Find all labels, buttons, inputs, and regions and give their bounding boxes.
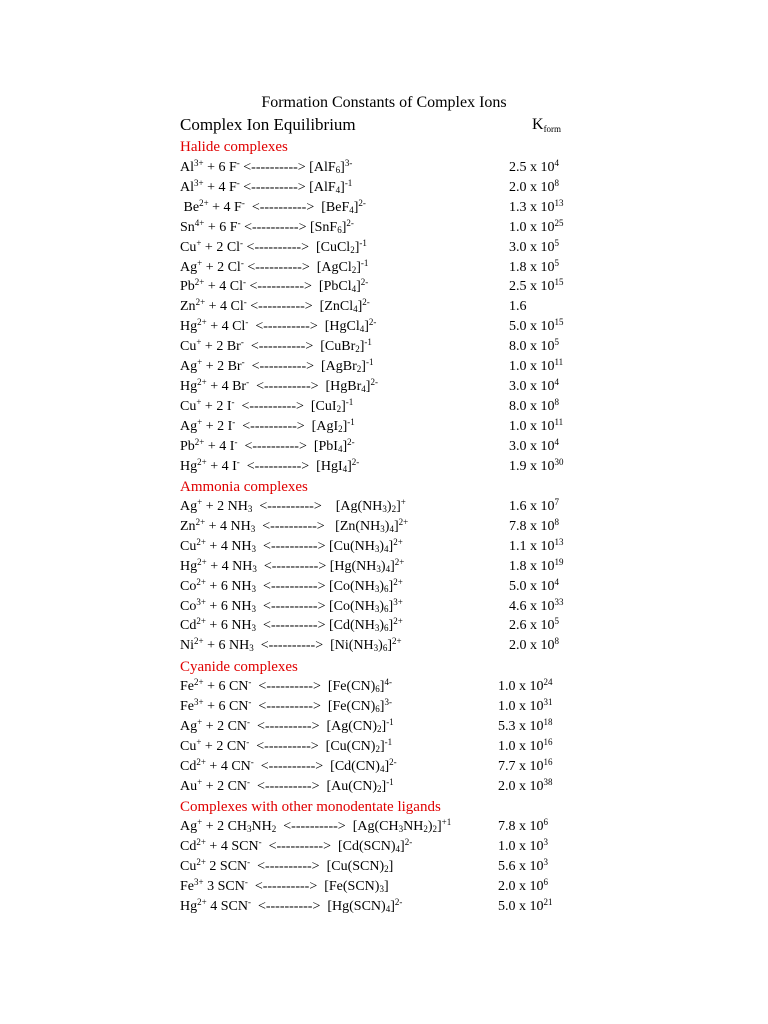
- equilibrium-equation: Ag+ + 2 $CH_3NH_2$ <----------> $[Ag(CH_3NH_2)_2]^{+1}$: [180, 817, 452, 834]
- equilibrium-equation: $Pb^{2+} + 4$ Cl- <----------> [PbCl$_4$]$^{2-}$: [180, 277, 369, 295]
- formation-constant-value: 2.0 x $10^8$: [509, 636, 559, 654]
- equilibrium-equation: $Hg^{2+} + 4$ Br- <----------> [HgBr$_4$]$^{2-}$: [180, 376, 378, 394]
- formation-constant-value: 2.0 x $10^{38}$: [498, 776, 553, 794]
- equilibrium-equation: $Hg^{2+} + 4$ I- <----------> $[HgI_4]^{2-}$: [180, 456, 360, 474]
- formation-constant-value: 4.6 x $10^{33}$: [509, 596, 564, 614]
- formation-constant-value: 1.6: [509, 299, 527, 315]
- equilibrium-equation: Au+ + 2 CN- <----------> $[Au(CN)_2]^{-1}$: [180, 776, 394, 794]
- section-heading: Cyanide complexes: [180, 659, 298, 675]
- equilibrium-equation: $Fe^{3+} + 6$ CN- <----------> $[Fe(CN)_6]^{3-}$: [180, 696, 392, 714]
- equilibrium-equation: $Cu^{2+} + 4$ $NH_3$ <----------> $[Cu(NH_3)_4]^{2+}$: [180, 536, 403, 554]
- formation-constant-value: 5.0 x $10^4$: [509, 576, 559, 594]
- formation-constant-value: 7.7 x $10^{16}$: [498, 756, 553, 774]
- equilibrium-equation: $Cd^{2+} + 6$ $NH_3$ <----------> $[Cd(NH_3)_6]^{2+}$: [180, 616, 403, 634]
- equilibrium-equation: $Cd^{2+} + 4$ SCN- <----------> $[Cd(SCN)_4]^{2-}$: [180, 836, 413, 854]
- equilibrium-equation: Ag+ + 2 CN- <----------> $[Ag(CN)_2]^{-1}$: [180, 716, 394, 734]
- equilibrium-equation: $Hg^{2+} + 4$ Cl- <----------> [HgCl$_4$]$^{2-}$: [180, 317, 377, 335]
- section-heading: Complexes with other monodentate ligands: [180, 799, 441, 815]
- equilibrium-equation: $Be^{2+} + 4$ F- <----------> $[BeF_4]^{2-}$: [180, 197, 366, 215]
- formation-constant-value: 3.0 x $10^4$: [509, 376, 559, 394]
- formation-constant-value: 8.0 x $10^8$: [509, 396, 559, 414]
- equilibrium-equation: $Fe^{2+} + 6$ CN- <----------> $[Fe(CN)_6]^{4-}$: [180, 677, 392, 694]
- formation-constant-value: 1.0 x $10^{11}$: [509, 416, 564, 434]
- equilibrium-equation: $Al^{3+} + 6$ F- <----------> $[AlF_6]^{3-}$: [180, 158, 353, 175]
- equilibrium-equation: Ag+ + 2 Cl- <----------> [AgCl$_2$]$^{-1}$: [180, 257, 369, 275]
- equilibrium-equation: $Co^{2+} + 6$ $NH_3$ <----------> $[Co(NH_3)_6]^{2+}$: [180, 576, 403, 594]
- formation-constant-value: 3.0 x $10^5$: [509, 237, 559, 255]
- formation-constant-value: 1.1 x $10^{13}$: [509, 536, 564, 554]
- formation-constant-value: 1.0 x $10^{16}$: [498, 736, 553, 754]
- formation-constant-value: 1.0 x $10^{11}$: [509, 357, 564, 374]
- formation-constant-value: 7.8 x $10^6$: [498, 817, 548, 834]
- formation-constant-value: 2.0 x $10^8$: [509, 177, 559, 195]
- equilibrium-equation: $Cu^{2+}$ 2 SCN- <----------> $[Cu(SCN)_2]$: [180, 856, 394, 874]
- equilibrium-equation: Ag+ + 2 $NH_3$ <----------> $[Ag(NH_3)_2]^+$: [180, 497, 406, 514]
- formation-constant-value: 1.8 x $10^{19}$: [509, 556, 564, 574]
- equilibrium-equation: $Pb^{2+} + 4$ I- <----------> $[PbI_4]^{2-}$: [180, 436, 355, 454]
- equilibrium-equation: Cu+ + 2 Cl- <----------> [CuCl$_2$]$^{-1}$: [180, 237, 367, 255]
- formation-constant-value: 1.3 x $10^{13}$: [509, 197, 564, 215]
- equilibrium-equation: $Hg^{2+}$ 4 SCN- <----------> $[Hg(SCN)_4]^{2-}$: [180, 896, 403, 914]
- formation-constant-value: 2.5 x $10^4$: [509, 158, 559, 175]
- column-header-equilibrium: Complex Ion Equilibrium: [180, 115, 356, 134]
- section-heading: Halide complexes: [180, 139, 288, 155]
- equilibrium-equation: $Hg^{2+} + 4$ $NH_3$ <----------> $[Hg(NH_3)_4]^{2+}$: [180, 556, 405, 574]
- formation-constant-value: 1.9 x $10^{30}$: [509, 456, 564, 474]
- formation-constant-value: 5.0 x $10^{21}$: [498, 896, 553, 914]
- formation-constant-value: 1.0 x $10^{24}$: [498, 677, 553, 694]
- equilibrium-equation: $Co^{3+} + 6$ $NH_3$ <----------> $[Co(NH_3)_6]^{3+}$: [180, 596, 403, 614]
- formation-constant-value: 7.8 x $10^8$: [509, 516, 559, 534]
- formation-constant-value: 2.5 x $10^{15}$: [509, 277, 564, 295]
- page-title: Formation Constants of Complex Ions: [261, 94, 507, 111]
- formation-constant-value: 1.0 x $10^3$: [498, 836, 548, 854]
- formation-constant-value: 1.0 x $10^{31}$: [498, 696, 553, 714]
- formation-constant-value: 1.8 x $10^5$: [509, 257, 559, 275]
- equilibrium-equation: Cu+ + 2 CN- <----------> $[Cu(CN)_2]^{-1}$: [180, 736, 393, 754]
- formation-constant-value: 5.6 x $10^3$: [498, 856, 548, 874]
- equilibrium-equation: Cu+ + 2 Br- <----------> [CuBr$_2$]$^{-1}$: [180, 337, 372, 355]
- equilibrium-equation: $Ni^{2+} + 6$ $NH_3$ <----------> $[Ni(NH_3)_6]^{2+}$: [180, 636, 402, 654]
- kform-symbol: K: [532, 116, 544, 133]
- formation-constant-value: 5.3 x $10^{18}$: [498, 716, 553, 734]
- formation-constant-value: 2.6 x $10^5$: [509, 616, 559, 634]
- formation-constant-value: 2.0 x $10^6$: [498, 876, 548, 894]
- kform-subscript: form: [543, 124, 562, 134]
- formation-constant-value: 8.0 x $10^5$: [509, 337, 559, 355]
- equilibrium-equation: $Sn^{4+} + 6$ F- <----------> $[SnF_6]^{2-}$: [180, 217, 354, 235]
- equilibrium-equation: Ag+ + 2 I- <----------> $[AgI_2]^{-1}$: [180, 416, 355, 434]
- column-header-kform: [532, 115, 561, 135]
- equilibrium-equation: Ag+ + 2 Br- <----------> [AgBr$_2$]$^{-1}$: [180, 357, 374, 374]
- formation-constant-value: 1.0 x $10^{25}$: [509, 217, 564, 235]
- section-heading: Ammonia complexes: [180, 479, 308, 495]
- equilibrium-equation: $Zn^{2+} + 4$ $NH_3$ <----------> $[Zn(NH_3)_4]^{2+}$: [180, 516, 409, 534]
- formation-constant-value: 5.0 x $10^{15}$: [509, 317, 564, 335]
- equilibrium-equation: Cu+ + 2 I- <----------> $[CuI_2]^{-1}$: [180, 396, 354, 414]
- equilibrium-equation: $Cd^{2+} + 4$ CN- <----------> $[Cd(CN)_4]^{2-}$: [180, 756, 397, 774]
- equilibrium-equation: $Zn^{2+} + 4$ Cl- <----------> [ZnCl$_4$]$^{2-}$: [180, 297, 370, 315]
- equilibrium-equation: $Fe^{3+}$ 3 SCN- <----------> $[Fe(SCN)_3]$: [180, 876, 389, 894]
- formation-constant-value: 3.0 x $10^4$: [509, 436, 559, 454]
- equilibrium-equation: $Al^{3+} + 4$ F- <----------> $[AlF_4]^{-1}$: [180, 177, 353, 195]
- formation-constant-value: 1.6 x $10^7$: [509, 497, 559, 514]
